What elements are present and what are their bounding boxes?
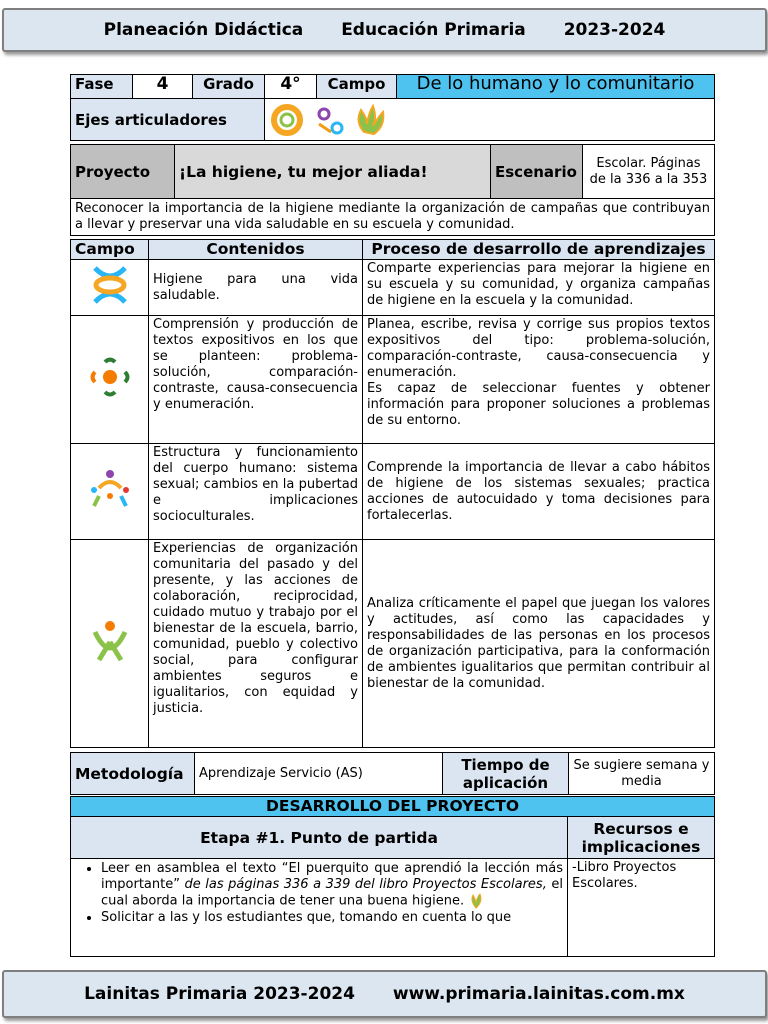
desarrollo-table xyxy=(70,796,715,957)
recursos-value: -Libro Proyectos Escolares. xyxy=(568,859,715,957)
community-icon xyxy=(87,618,133,664)
ejes-label-cell xyxy=(71,99,265,141)
header-banner xyxy=(2,8,767,52)
footer-url[interactable]: www.primaria.lainitas.com.mx xyxy=(392,984,685,1004)
contenido-text: Comprensión y producción de textos expositivos en los que se planteen: problema-solución, comparación-contraste, causa-consecuencia y enumeración. xyxy=(149,316,363,444)
table-row xyxy=(71,260,715,316)
list-item: • Solicitar a las y los estudiantes que, tomando en cuenta lo que xyxy=(101,910,563,926)
recursos-label: Recursos e implicaciones xyxy=(568,817,715,859)
col-contenidos: Contenidos xyxy=(149,240,363,260)
fase-value: 4 xyxy=(133,75,193,99)
header-level: Educación Primaria xyxy=(341,20,526,40)
metodologia-table xyxy=(70,752,715,795)
objective: Reconocer la importancia de la higiene mediante la organización de campañas que contribuyan a llevar y preservar una vida saludable en su escuela y comunidad. xyxy=(71,199,715,236)
project-table xyxy=(70,144,715,236)
col-proceso: Proceso de desarrollo de aprendizajes xyxy=(363,240,715,260)
table-row xyxy=(71,444,715,540)
proceso-text: Comparte experiencias para mejorar la higiene en su escuela y su comunidad, y organiza campañas de higiene en la escuela y la comunidad. xyxy=(363,260,715,316)
grado-value: 4° xyxy=(265,75,317,99)
people-icon xyxy=(85,466,135,512)
metodologia-value: Aprendizaje Servicio (AS) xyxy=(195,753,443,795)
proceso-text: Planea, escribe, revisa y corrige sus propios textos expositivos del tipo: problema-solución, comparación-contraste, causa-consecuencia y enumeración. xyxy=(367,317,710,380)
table-row xyxy=(71,316,715,444)
footer-brand: Lainitas Primaria 2023-2024 xyxy=(84,984,355,1004)
proceso-text-2: Es capaz de seleccionar fuentes y obtener información para proponer soluciones a problemas de su entorno. xyxy=(367,381,710,428)
leaf-icon xyxy=(468,893,484,909)
campo-cell xyxy=(71,260,149,316)
proyecto-value: ¡La higiene, tu mejor aliada! xyxy=(175,145,491,199)
campo-value: De lo humano y lo comunitario xyxy=(397,75,715,99)
proyecto-label: Proyecto xyxy=(71,145,175,199)
ejes-icons xyxy=(265,99,715,141)
hands-icon xyxy=(87,262,133,308)
campo-label: Campo xyxy=(317,75,397,99)
campo-cell xyxy=(71,444,149,540)
proceso-text: Analiza críticamente el papel que juegan los valores y actitudes, así como las capacidades y responsabilidades de las personas en los procesos de organización participativa, para la conformación de ambientes igualitarios que permitan contribuir al bienestar de la comunidad. xyxy=(363,540,715,748)
activity-source: de las páginas 336 a 339 del libro Proyectos Escolares, xyxy=(184,877,547,892)
proceso-cell xyxy=(363,316,715,444)
activity-text: Leer en asamblea el texto “El puerquito que aprendió la lección más importante” xyxy=(101,861,563,892)
header-year: 2023-2024 xyxy=(563,20,666,40)
ejes-articuladores-icons xyxy=(269,102,399,138)
table-row xyxy=(71,540,715,748)
escenario-value: Escolar. Páginas de la 336 a la 353 xyxy=(583,145,715,199)
campo-cell xyxy=(71,540,149,748)
grado-label: Grado xyxy=(193,75,265,99)
activity-text-end: el cual aborda la importancia de tener una buena higiene. xyxy=(101,877,563,909)
metodologia-label: Metodología xyxy=(71,753,195,795)
activities-list xyxy=(79,861,563,926)
header-title: Planeación Didáctica xyxy=(103,20,304,40)
proceso-text: Comprende la importancia de llevar a cabo hábitos de higiene de los sistemas sexuales; practica acciones de autocuidado y toma decisiones para fortalecerlas. xyxy=(363,444,715,540)
desarrollo-title: DESARROLLO DEL PROYECTO xyxy=(71,797,715,817)
escenario-label: Escenario xyxy=(491,145,583,199)
activities-cell xyxy=(71,859,568,957)
content-table xyxy=(70,239,715,748)
ejes-label: Ejes articuladores xyxy=(75,110,227,129)
info-table xyxy=(70,74,715,141)
fase-label: Fase xyxy=(71,75,133,99)
contenido-text: Higiene para una vida saludable. xyxy=(149,260,363,316)
tiempo-value: Se sugiere semana y media xyxy=(569,753,715,795)
col-campo: Campo xyxy=(71,240,149,260)
language-icon xyxy=(87,354,133,400)
campo-cell xyxy=(71,316,149,444)
etapa-title: Etapa #1. Punto de partida xyxy=(71,817,568,859)
list-item xyxy=(101,861,563,910)
tiempo-label: Tiempo de aplicación xyxy=(443,753,569,795)
contenido-text: Experiencias de organización comunitaria del pasado y del presente, y las acciones de colaboración, reciprocidad, cuidado mutuo y trabajo por el bienestar de la escuela, barrio, comunidad, pueblo y colectivo social, para configurar ambientes seguros e igualitarios, con equidad y justicia. xyxy=(149,540,363,748)
contenido-text: Estructura y funcionamiento del cuerpo humano: sistema sexual; cambios en la pubertad e implicaciones socioculturales. xyxy=(149,444,363,540)
footer-banner xyxy=(2,970,767,1018)
